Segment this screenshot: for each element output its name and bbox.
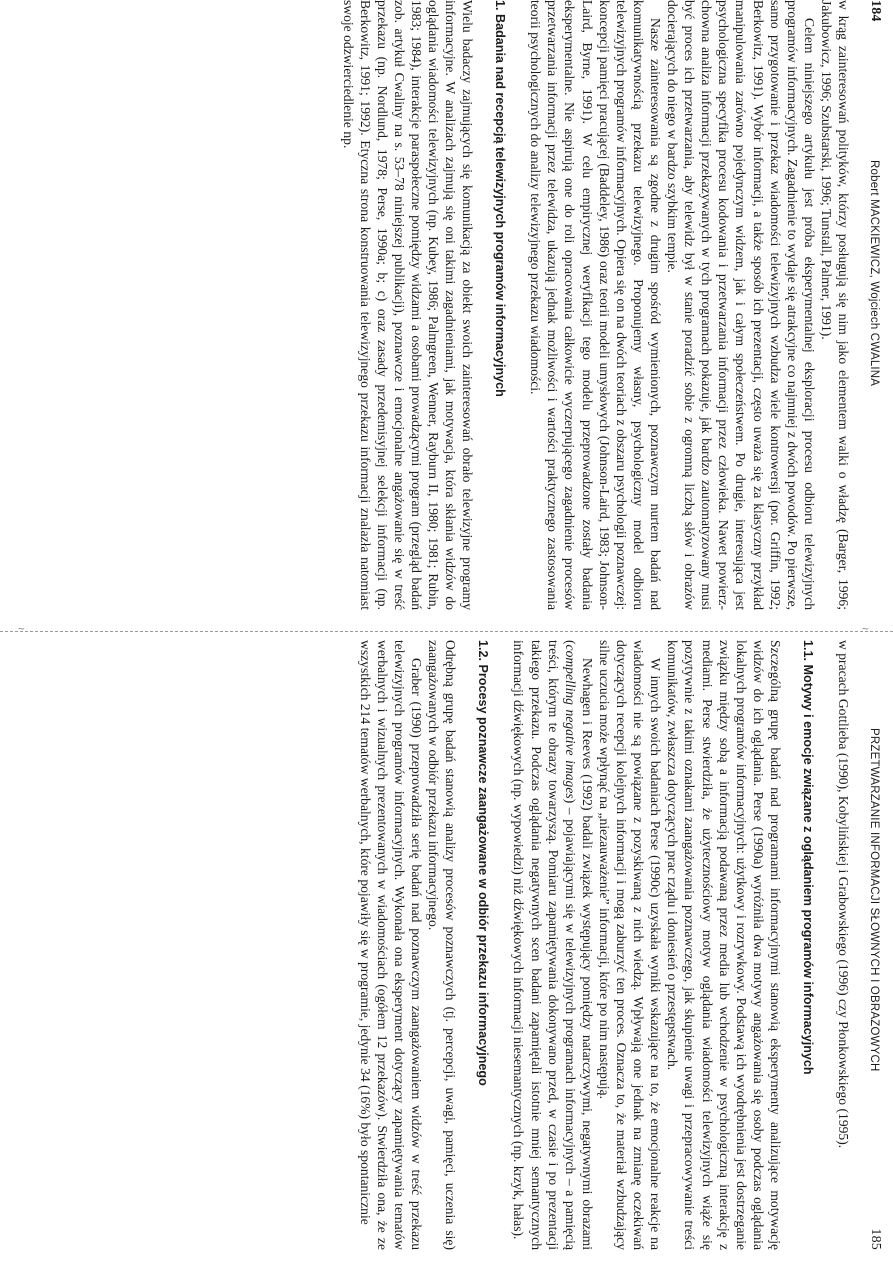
- text-fragment: Newhagen i Reeves (1992) badali związek występujący pomiędzy natarczywymi, negatywnymi obrazami (: [562, 640, 595, 1250]
- running-head-185: [864, 640, 882, 1250]
- paragraph-continuation: w krąg zainteresowań polityków, którzy posługują się nim jako elementem walki o władzę (Barger, 1996; Jakubowicz, 1996; Szubstarski, 1996; Tunstall, Palmer, 1991).: [818, 0, 851, 610]
- running-head-184: [864, 0, 882, 610]
- running-head-authors: Robert MACKIEWICZ, Wojciech CWALINA: [868, 160, 880, 387]
- paragraph-article-aim: Celem niniejszego artykułu jest próba eksperymentalnej eksploracji procesu odbioru telewizyjnych programów informacyjnych. Zagadnienie to wydaje się atrakcyjne co najmniej z dwóch powodów. Po pierwsze, samo przygotowanie i przekaz wiadomości telewizyjnych wzbudza wiele kontrowersji (por. Griffin, 1992; Berkowitz, 1991). Wybór informacji, a także sposób ich prezentacji, często uważa się za klasyczny przykład manipulowania zarówno pojedynczym widzem, jak i całym społeczeństwem. Po drugie, interesująca jest psychologiczna specyfika procesu kodowania i przetwarzania informacji przez człowieka. Nawet powierzchowna analiza informacji przekazywanych w tych programach pokazuje, jak bardzo zautomatyzowany musi być proces ich przetwarzania, aby telewidz był w stanie poradzić sobie z ogromną liczbą słów i obrazów docierających do niego w bardzo szybkim tempie.: [665, 0, 817, 610]
- page-184-body: [339, 0, 852, 610]
- paragraph-graber: Graber (1990) przeprowadziła serię badań nad poznawczym zaangażowaniem widzów w treść przekazu telewizyjnych programów informacyjnych. Wykonała ona eksperyment dotyczący zapamiętywania tematów werbalnych i wizualnych prezentowanych w wiadomościach (ogółem 12 przekazów). Stwierdziła ona, że ze wszystkich 214 tematów werbalnych, które pojawiły się w programie, jedynie 34 (16%) było spontanicznie: [357, 640, 425, 1250]
- page-number-185: 185: [868, 1228, 883, 1250]
- italic-term: compelling negative images: [562, 644, 578, 799]
- center-fold-line: [0, 631, 893, 632]
- running-head-title: PRZETWARZANIE INFORMACJI SŁOWNYCH I OBRAZOWYCH: [868, 728, 880, 1072]
- section-heading-1-2: 1.2. Procesy poznawcze zaangażowane w odbiór przekazu informacyjnego: [476, 640, 491, 1086]
- page-184: [302, 0, 882, 610]
- text-fragment: ) – pojawiającymi się w telewizyjnych programach informacyjnych – a pamięcią treści, którym te obrazy towarzyszą. Pomiaru zapamiętywania dokonywano przed, w czasie i po prezentacji takiego przekazu. Podczas oglądania negatywnych scen badani zapamiętali istotnie mniej semantycznych informacji dźwiękowych (np. wypowiedzi) niż dźwiękowych informacji niesemantycznych (np. krzyk, hałas).: [511, 640, 578, 1250]
- paragraph-section-1: Wielu badaczy zajmujących się komunikacją za obiekt swoich zainteresowań obrało telewizyjne programy informacyjne. W analizach zajmują się oni takimi zagadnieniami, jak motywacja, która skłania widzów do oglądania wiadomości telewizyjnych (np. Kubey, 1986; Palmgreen, Wenner, Rayburn II, 1980; 1981; Rubin, 1983; 1984), interakcje paraspołeczne pomiędzy widzami a osobami prowadzącymi program (przegląd badań zob. artykuł Cwaliny na s. 53–78 niniejszej publikacji), poznawcze i emocjonalne angażowanie się w treść przekazu (np. Nordlund, 1978; Perse, 1990a; b; c) oraz zasady przedemisyjnej selekcji informacji (np. Berkowitz, 1991; 1992). Etyczna strona konstruowania telewizyjnego przekazu informacji znalazła natomiast swoje odzwierciedlenie np.: [340, 0, 476, 610]
- paragraph-opening: w pracach Gottlieba (1990), Kobylińskiej i Grabowskiego (1996) czy Płonkowskiego (1995).: [836, 640, 851, 1149]
- page-185-body: [357, 640, 852, 1250]
- section-heading-1: 1. Badania nad recepcją telewizyjnych programów informacyjnych: [493, 0, 508, 397]
- paragraph-motives: Szczególną grupę badań nad programami informacyjnymi stanowią eksperymenty analizujące motywację widzów do ich oglądania. Perse (1990a) wyróżniła dwa motywy angażowania się osoby podczas oglądania lokalnych programów informacyjnych: użytkowy i rozrywkowy. Podstawą ich wyodrębnienia jest dostrzeganie związku między sobą a informacją podawaną przez media lub wchodzenie w psychologiczną interakcję z mediami. Perse stwierdziła, że użytecznościowy motyw oglądania wiadomości telewizyjnych wiąże się pozytywnie z takimi oznakami zaangażowania poznawczego, jak skupienie uwagi i przepracowywanie treści komunikatów, zwłaszcza dotyczących prac rządu i doniesień o przestępstwach.: [665, 640, 783, 1250]
- fold-mark-left: ~: [18, 622, 25, 635]
- paragraph-newhagen-reeves: [510, 640, 595, 1250]
- section-heading-1-1: 1.1. Motywy i emocje związane z oglądaniem programów informacyjnych: [800, 640, 815, 1075]
- page-185: [302, 640, 882, 1250]
- paragraph-perse-emotions: W innych swoich badaniach Perse (1990c) uzyskała wyniki wskazujące na to, że emocjonalne reakcje na wiadomości nie są powiązane z pozyskiwaną z nich wiedzą. Wpływają one jednak na zmianę oczekiwań dotyczących recepcji kolejnych informacji i mogą zaburzyć ten proces. Oznacza to, że materiał wzbudzający silne uczucia może wpłynąć na „niezauważenie” informacji, które po nim następują.: [596, 640, 664, 1250]
- fold-mark-right: ~: [862, 622, 869, 635]
- page-number-184: 184: [868, 0, 883, 22]
- paragraph-research-interest: Nasze zainteresowania są zgodne z drugim spośród wymienionych, poznawczym nurtem badań nad komunikatywnością przekazu telewizyjnego. Proponujemy własny, psychologiczny model odbioru telewizyjnych programów informacyjnych. Opiera się on na dwóch teoriach z obszaru psychologii poznawczej: koncepcji pamięci pracującej (Baddeley, 1986) oraz teorii modeli umysłowych (Johnson-Laird, 1983; Johnson-Laird, Byrne, 1991). W celu empirycznej weryfikacji tego modelu przeprowadzone zostały badania eksperymentalne. Nie aspirują one do roli opracowania całkowicie wyczerpującego zagadnienie procesów przetwarzania informacji przez telewidza, ukazują jednak możliwości i wartości praktycznego zastosowania teorii psychologicznych do analizy telewizyjnego przekazu wiadomości.: [528, 0, 663, 610]
- paragraph-cognitive-processes: Odrębną grupę badań stanowią analizy procesów poznawczych (tj. percepcji, uwagi, pamięci, uczenia się) zaangażowanych w odbiór przekazu informacyjnego.: [426, 640, 459, 1250]
